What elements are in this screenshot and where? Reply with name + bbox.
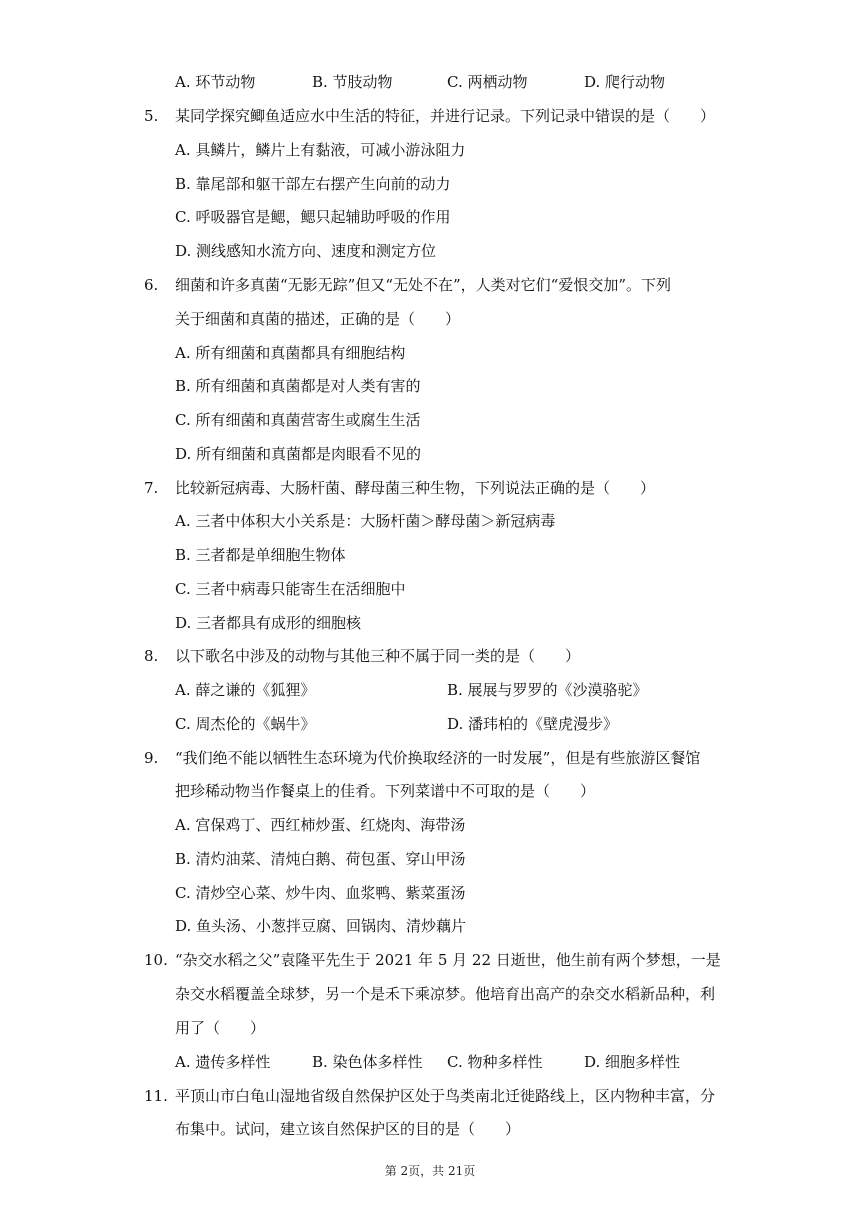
- q8-option-b: B. 展展与罗罗的《沙漠骆驼》: [447, 681, 648, 699]
- q6-number: 6.: [144, 276, 159, 294]
- q11-stem-line-1: 平顶山市白龟山湿地省级自然保护区处于鸟类南北迁徙路线上，区内物种丰富，分: [175, 1087, 716, 1105]
- q7-option-a: A. 三者中体积大小关系是：大肠杆菌＞酵母菌＞新冠病毒: [175, 512, 556, 530]
- q4-option-a: A. 环节动物: [175, 73, 256, 91]
- q8-option-d: D. 潘玮柏的《壁虎漫步》: [447, 715, 619, 733]
- q10-option-c: C. 物种多样性: [447, 1053, 543, 1071]
- q5-stem: 某同学探究鲫鱼适应水中生活的特征，并进行记录。下列记录中错误的是（ ）: [175, 107, 716, 125]
- q6-option-c: C. 所有细菌和真菌营寄生或腐生生活: [175, 411, 421, 429]
- q8-option-c: C. 周杰伦的《蜗牛》: [175, 715, 316, 733]
- q10-stem-line-2: 杂交水稻覆盖全球梦，另一个是禾下乘凉梦。他培育出高产的杂交水稻新品种，利: [175, 985, 716, 1003]
- q7-number: 7.: [144, 479, 159, 497]
- q9-option-d: D. 鱼头汤、小葱拌豆腐、回锅肉、清炒藕片: [175, 917, 467, 935]
- q8-stem: 以下歌名中涉及的动物与其他三种不属于同一类的是（ ）: [175, 647, 581, 665]
- q6-stem-line-1: 细菌和许多真菌“无影无踪”但又“无处不在”，人类对它们“爱恨交加”。下列: [175, 276, 672, 294]
- q4-option-b: B. 节肢动物: [312, 73, 393, 91]
- q8-number: 8.: [144, 647, 159, 665]
- page-footer: 第 2页，共 21页: [384, 1164, 476, 1178]
- q9-option-c: C. 清炒空心菜、炒牛肉、血浆鸭、紫菜蛋汤: [175, 884, 466, 902]
- q10-number: 10.: [144, 951, 168, 969]
- q11-stem-line-2: 布集中。试问，建立该自然保护区的目的是（ ）: [175, 1120, 521, 1138]
- q10-option-a: A. 遗传多样性: [175, 1053, 271, 1071]
- q5-option-c: C. 呼吸器官是鳃，鳃只起辅助呼吸的作用: [175, 208, 451, 226]
- q6-option-b: B. 所有细菌和真菌都是对人类有害的: [175, 377, 421, 395]
- q5-option-a: A. 具鳞片，鳞片上有黏液，可减小游泳阻力: [175, 141, 466, 159]
- q4-option-d: D. 爬行动物: [584, 73, 666, 91]
- q10-option-b: B. 染色体多样性: [312, 1053, 423, 1071]
- q4-option-c: C. 两栖动物: [447, 73, 528, 91]
- q11-number: 11.: [144, 1087, 168, 1105]
- q9-option-a: A. 宫保鸡丁、西红柿炒蛋、红烧肉、海带汤: [175, 816, 466, 834]
- q5-number: 5.: [144, 107, 159, 125]
- q9-number: 9.: [144, 749, 159, 767]
- q9-stem-line-2: 把珍稀动物当作餐桌上的佳肴。下列菜谱中不可取的是（ ）: [175, 782, 596, 800]
- q10-stem-line-1: “杂交水稻之父”袁隆平先生于 2021 年 5 月 22 日逝世，他生前有两个梦想，一是: [175, 951, 721, 969]
- q6-stem-line-2: 关于细菌和真菌的描述，正确的是（ ）: [175, 310, 461, 328]
- q10-option-d: D. 细胞多样性: [584, 1053, 681, 1071]
- q5-option-b: B. 靠尾部和躯干部左右摆产生向前的动力: [175, 175, 451, 193]
- q7-stem: 比较新冠病毒、大肠杆菌、酵母菌三种生物，下列说法正确的是（ ）: [175, 479, 656, 497]
- q9-option-b: B. 清灼油菜、清炖白鹅、荷包蛋、穿山甲汤: [175, 850, 466, 868]
- q7-option-d: D. 三者都具有成形的细胞核: [175, 614, 362, 632]
- q9-stem-line-1: “我们绝不能以牺牲生态环境为代价换取经济的一时发展”，但是有些旅游区餐馆: [175, 749, 701, 767]
- q7-option-c: C. 三者中病毒只能寄生在活细胞中: [175, 580, 406, 598]
- q5-option-d: D. 测线感知水流方向、速度和测定方位: [175, 242, 437, 260]
- q7-option-b: B. 三者都是单细胞生物体: [175, 546, 346, 564]
- q10-stem-line-3: 用了（ ）: [175, 1019, 266, 1037]
- q8-option-a: A. 薛之谦的《狐狸》: [175, 681, 316, 699]
- q6-option-a: A. 所有细菌和真菌都具有细胞结构: [175, 344, 406, 362]
- q6-option-d: D. 所有细菌和真菌都是肉眼看不见的: [175, 445, 422, 463]
